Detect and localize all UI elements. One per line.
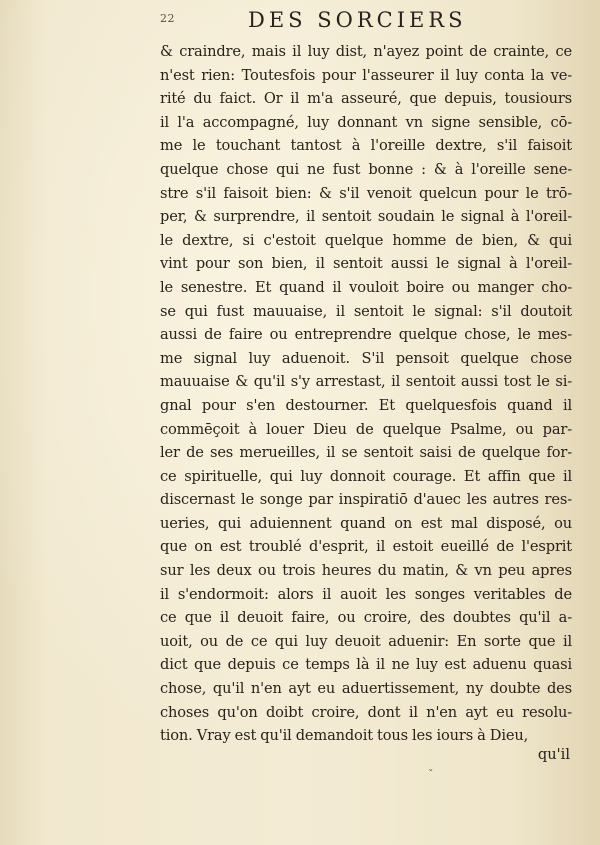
text-line: & craindre, mais il luy dist, n'ayez point de crainte, ce [160, 43, 572, 60]
text-line: ce spirituelle, qui luy donnoit courage. Et affin que il [160, 467, 572, 485]
text-line: per, & surprendre, il sentoit soudain le signal à l'oreil- [160, 208, 572, 226]
text-line: dict que depuis ce temps là il ne luy est aduenu quasi [160, 656, 572, 674]
text-line: tion. Vray est qu'il demandoit tous les iours à Dieu, [160, 727, 529, 745]
text-line: vint pour son bien, il sentoit aussi le signal à l'oreil- [160, 255, 572, 273]
text-line: ueries, qui aduiennent quand on est mal disposé, ou [160, 514, 572, 532]
text-line: uoit, ou de ce qui luy deuoit aduenir: En sorte que il [160, 632, 572, 650]
text-line: ler de ses merueilles, il se sentoit saisi de quelque for- [160, 444, 572, 462]
text-line: mauuaise & qu'il s'y arrestast, il sentoit aussi tost le si- [160, 373, 572, 391]
text-line: le senestre. Et quand il vouloit boire ou manger cho- [160, 278, 572, 296]
ink-mark-icon: ˇ [428, 768, 434, 781]
text-line: n'est rien: Toutesfois pour l'asseurer il luy conta la ve- [160, 66, 572, 84]
text-line: gnal pour s'en destourner. Et quelquesfois quand il [160, 396, 572, 414]
text-line: chose, qu'il n'en ayt eu aduertissement, ny doubte des [160, 680, 572, 698]
text-line: se qui fust mauuaise, il sentoit le signal: s'il doutoit [160, 302, 572, 320]
text-line: que on est troublé d'esprit, il estoit eueillé de l'esprit [160, 538, 572, 556]
page-number: 22 [160, 12, 175, 25]
catchword: qu'il [537, 746, 570, 763]
text-line: commēçoit à louer Dieu de quelque Psalme, ou par- [160, 420, 572, 438]
text-line: sur les deux ou trois heures du matin, & vn peu apres [160, 562, 572, 580]
running-head: DES SORCIERS [248, 8, 467, 32]
text-line: stre s'il faisoit bien: & s'il venoit quelcun pour le trō- [160, 184, 572, 202]
text-line: ce que il deuoit faire, ou croire, des doubtes qu'il a- [160, 609, 572, 627]
body-text [160, 40, 572, 748]
text-line: me signal luy aduenoit. S'il pensoit quelque chose [160, 349, 572, 367]
text-line: il s'endormoit: alors il auoit les songes veritables de [160, 585, 572, 603]
text-line: me le touchant tantost à l'oreille dextre, s'il faisoit [160, 137, 572, 155]
text-line: aussi de faire ou entreprendre quelque chose, le mes- [160, 326, 572, 344]
text-line: discernast le songe par inspiratiō d'auec les autres res- [160, 491, 572, 509]
text-line: rité du faict. Or il m'a asseuré, que depuis, tousiours [160, 90, 572, 108]
text-line: choses qu'on doibt croire, dont il n'en ayt eu resolu- [160, 703, 572, 721]
text-line: le dextre, si c'estoit quelque homme de bien, & qui [160, 231, 572, 249]
text-line: il l'a accompagné, luy donnant vn signe sensible, cō- [160, 113, 572, 131]
text-line: quelque chose qui ne fust bonne : & à l'oreille sene- [160, 160, 572, 178]
